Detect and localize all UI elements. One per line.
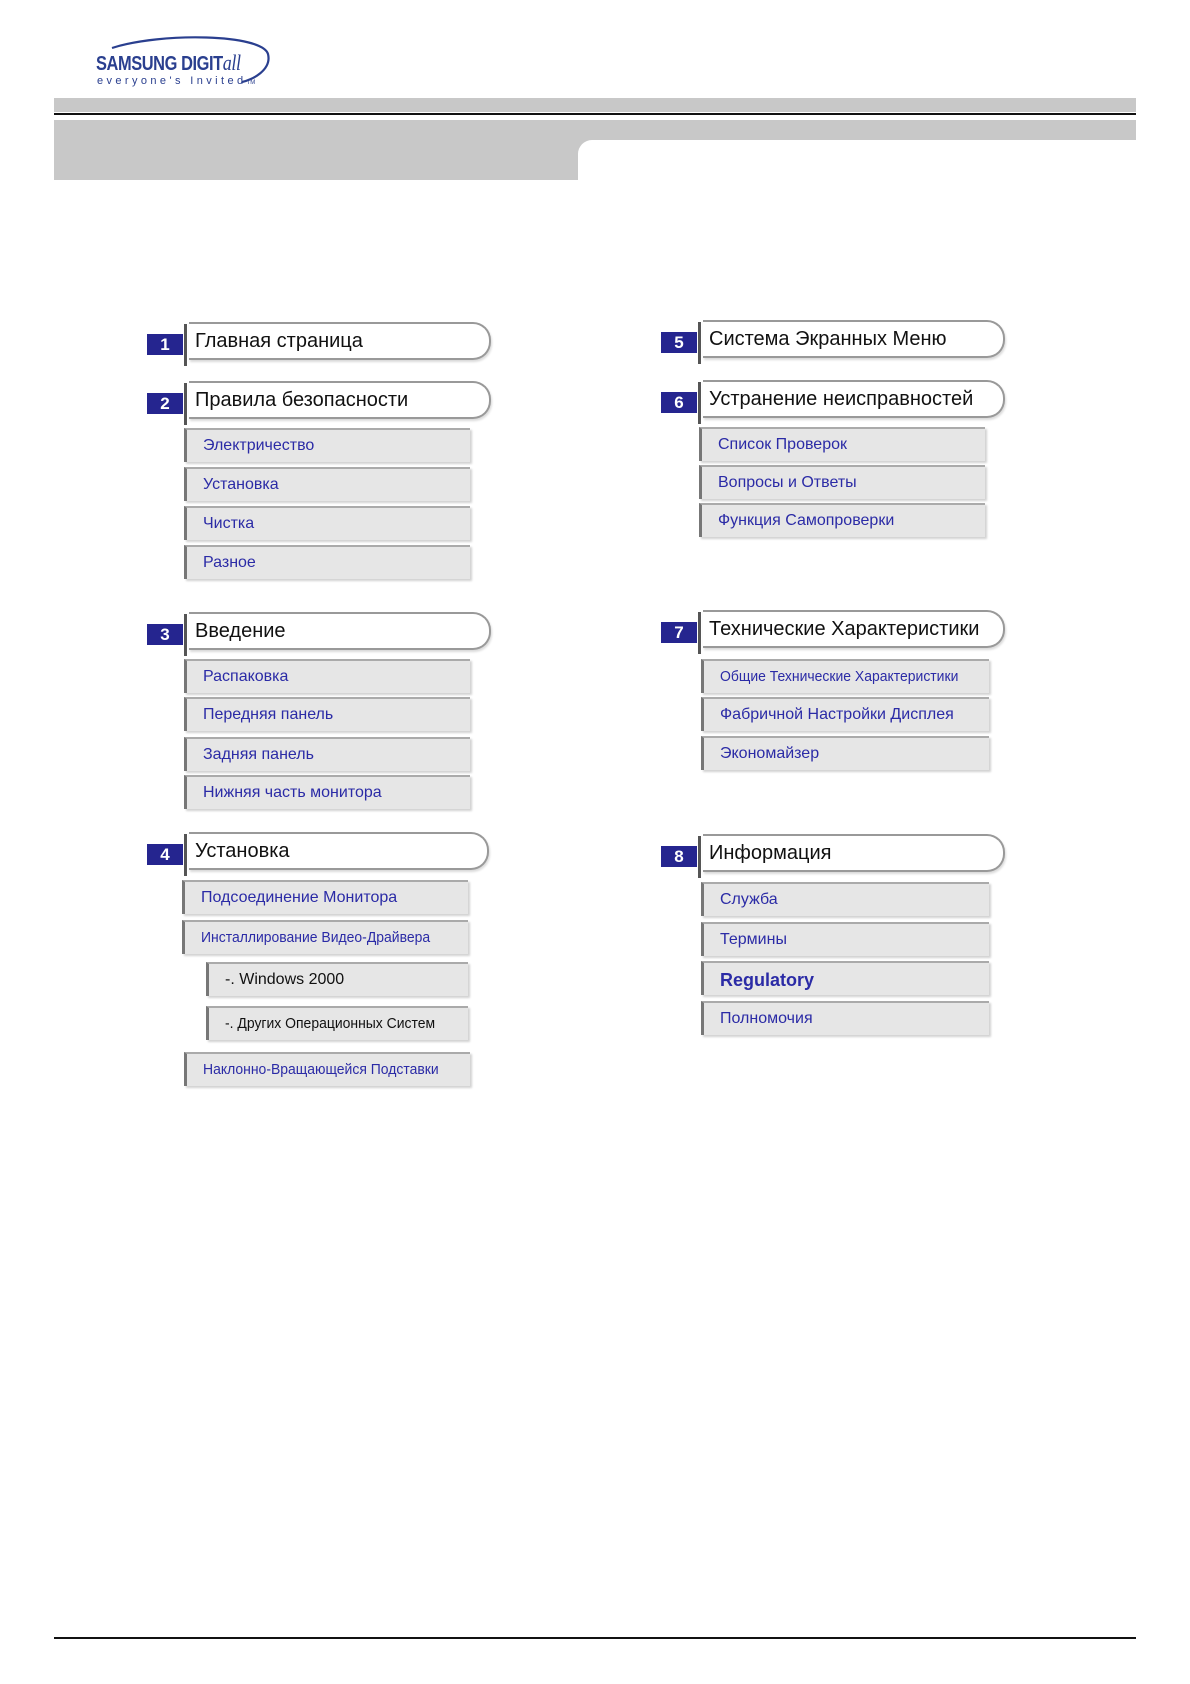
menu-item-label: Нижняя часть монитора xyxy=(203,784,382,801)
logo-tagline: everyone's Invited xyxy=(97,75,247,87)
menu-item[interactable] xyxy=(184,506,470,540)
section-number: 2 xyxy=(147,393,183,414)
section-label: Информация xyxy=(709,842,832,864)
menu-item[interactable] xyxy=(701,697,989,731)
logo-brand: SAMSUNG DIGIT xyxy=(96,53,223,75)
menu-item-label: Полномочия xyxy=(720,1010,813,1027)
menu-item-label: Передняя панель xyxy=(203,706,334,723)
section-label: Главная страница xyxy=(195,330,363,352)
menu-subitem[interactable] xyxy=(206,962,468,996)
menu-item-label: Инсталлирование Видео-Драйвера xyxy=(201,929,431,946)
section-number: 1 xyxy=(147,334,183,355)
menu-item[interactable] xyxy=(701,961,989,995)
menu-item-label: Задняя панель xyxy=(203,746,314,763)
menu-item[interactable] xyxy=(701,659,989,693)
section-header-4[interactable] xyxy=(147,832,489,870)
section-header-8[interactable] xyxy=(661,834,1005,872)
section-header-6[interactable] xyxy=(661,380,1005,418)
menu-item-label: Служба xyxy=(720,891,778,908)
menu-item-label: Список Проверок xyxy=(718,436,847,453)
section-label: Введение xyxy=(195,620,286,642)
footer-rule xyxy=(54,1637,1136,1639)
section-label: Устранение неисправностей xyxy=(709,388,974,410)
section-number: 5 xyxy=(661,332,697,353)
menu-item-label: Regulatory xyxy=(720,970,815,990)
menu-item-label: Вопросы и Ответы xyxy=(718,474,857,491)
section-number: 7 xyxy=(661,622,697,643)
menu-item[interactable] xyxy=(184,428,470,462)
menu-subitem[interactable] xyxy=(206,1006,468,1040)
section-header-5[interactable] xyxy=(661,320,1005,358)
menu-item[interactable] xyxy=(184,775,470,809)
section-label: Технические Характеристики xyxy=(709,618,980,640)
menu-item[interactable] xyxy=(184,697,470,731)
menu-item-label: -. Других Операционных Систем xyxy=(225,1015,436,1032)
menu-item[interactable] xyxy=(184,737,470,771)
menu-item[interactable] xyxy=(701,736,989,770)
section-number: 3 xyxy=(147,624,183,645)
menu-item[interactable] xyxy=(184,467,470,501)
menu-item[interactable] xyxy=(699,465,985,499)
menu-item[interactable] xyxy=(699,427,985,461)
samsung-logo xyxy=(92,36,282,90)
section-label: Система Экранных Меню xyxy=(709,328,947,350)
menu-item-label: Распаковка xyxy=(203,668,289,685)
logo-tm: TM xyxy=(246,80,256,86)
menu-item[interactable] xyxy=(182,920,468,954)
header-rule xyxy=(54,113,1136,115)
menu-item[interactable] xyxy=(184,1052,470,1086)
menu-item[interactable] xyxy=(701,922,989,956)
menu-item-label: -. Windows 2000 xyxy=(225,971,345,988)
section-label: Установка xyxy=(195,840,290,862)
menu-item[interactable] xyxy=(699,503,985,537)
menu-item-label: Термины xyxy=(720,931,787,948)
section-header-2[interactable] xyxy=(147,381,491,419)
menu-item-label: Электричество xyxy=(203,437,315,454)
menu-item-label: Фабричной Настройки Дисплея xyxy=(720,706,954,723)
section-header-1[interactable] xyxy=(147,322,491,360)
section-number: 8 xyxy=(661,846,697,867)
menu-item-label: Общие Технические Характеристики xyxy=(720,668,959,685)
section-label: Правила безопасности xyxy=(195,389,409,411)
menu-item-label: Чистка xyxy=(203,515,255,532)
menu-item[interactable] xyxy=(184,545,470,579)
menu-item-label: Разное xyxy=(203,554,256,571)
section-number: 6 xyxy=(661,392,697,413)
menu-item-label: Экономайзер xyxy=(720,745,820,762)
menu-item-label: Наклонно-Вращающейся Подставки xyxy=(203,1061,439,1078)
menu-item[interactable] xyxy=(701,882,989,916)
section-header-7[interactable] xyxy=(661,610,1005,648)
menu-item[interactable] xyxy=(701,1001,989,1035)
header-tab xyxy=(578,140,1136,180)
menu-item-label: Установка xyxy=(203,476,279,493)
section-number: 4 xyxy=(147,844,183,865)
header-band xyxy=(54,98,1136,112)
logo-brand-tail: all xyxy=(222,50,241,75)
menu-item-label: Функция Самопроверки xyxy=(718,512,895,529)
menu-item-label: Подсоединение Монитора xyxy=(201,889,398,906)
menu-item[interactable] xyxy=(182,880,468,914)
menu-item[interactable] xyxy=(184,659,470,693)
section-header-3[interactable] xyxy=(147,612,491,650)
